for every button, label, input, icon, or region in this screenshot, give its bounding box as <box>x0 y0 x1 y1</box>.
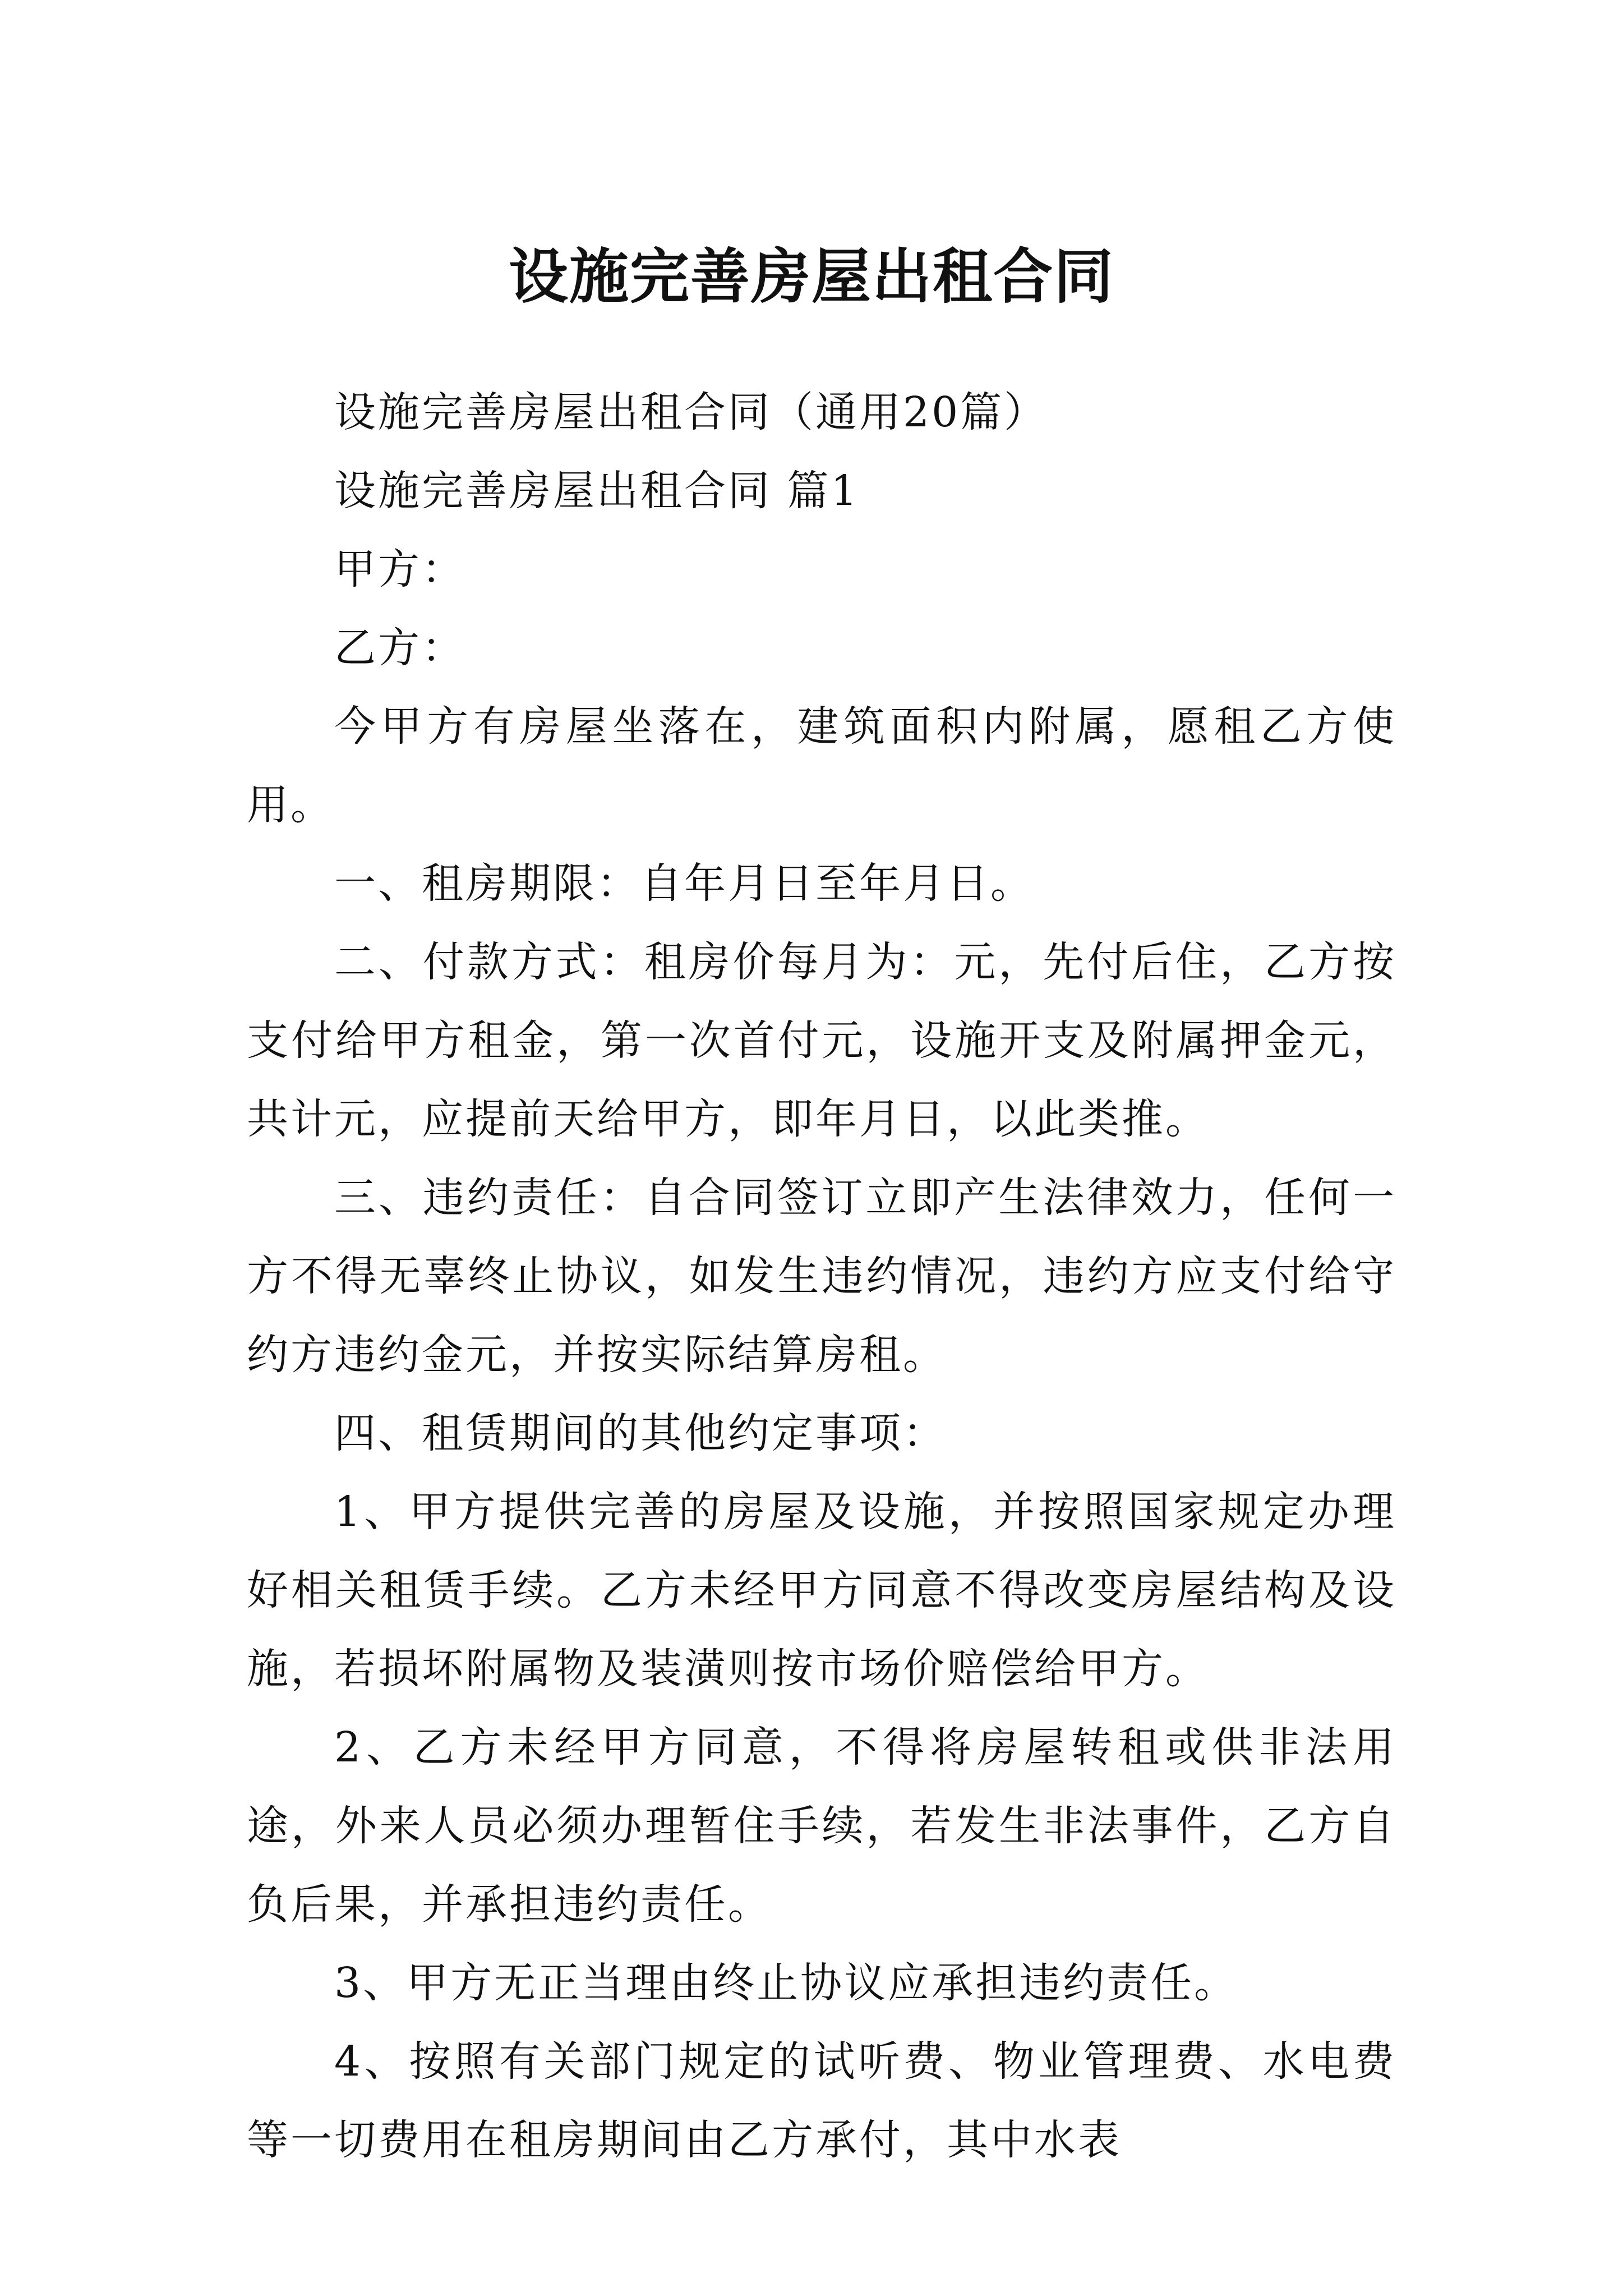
paragraph-payment: 二、付款方式：租房价每月为：元，先付后住，乙方按支付给甲方租金，第一次首付元，设施开支及附属押金元，共计元，应提前天给甲方，即年月日，以此类推。 <box>247 938 1396 1143</box>
paragraph-liability: 三、违约责任：自合同签订立即产生法律效力，任何一方不得无辜终止协议，如发生违约情况，违约方应支付给守约方违约金元，并按实际结算房租。 <box>247 1174 1396 1379</box>
paragraph-item-4: 4、按照有关部门规定的试听费、物业管理费、水电费等一切费用在租房期间由乙方承付，其中水表 <box>247 2037 1396 2164</box>
paragraph-heading: 设施完善房屋出租合同（通用20篇） <box>334 388 1048 436</box>
paragraph-other-matters: 四、租赁期间的其他约定事项： <box>334 1409 947 1457</box>
paragraph-term: 一、租房期限：自年月日至年月日。 <box>334 859 1034 908</box>
paragraph-section-title: 设施完善房屋出租合同 篇1 <box>334 467 860 515</box>
paragraph-party-a: 甲方： <box>334 545 465 593</box>
paragraph-party-b: 乙方： <box>334 624 465 672</box>
paragraph-item-2: 2、乙方未经甲方同意，不得将房屋转租或供非法用途，外来人员必须办理暂住手续，若发生非法事件，乙方自负后果，并承担违约责任。 <box>247 1723 1396 1929</box>
paragraph-item-1: 1、甲方提供完善的房屋及设施，并按照国家规定办理好相关租赁手续。乙方未经甲方同意不得改变房屋结构及设施，若损坏附属物及装潢则按市场价赔偿给甲方。 <box>247 1488 1396 1693</box>
document-body <box>247 373 1396 2179</box>
document-title: 设施完善房屋出租合同 <box>509 241 1114 312</box>
paragraph-item-3: 3、甲方无正当理由终止协议应承担违约责任。 <box>334 1959 1238 2007</box>
paragraph-intro: 今甲方有房屋坐落在，建筑面积内附属，愿租乙方使用。 <box>247 702 1396 829</box>
